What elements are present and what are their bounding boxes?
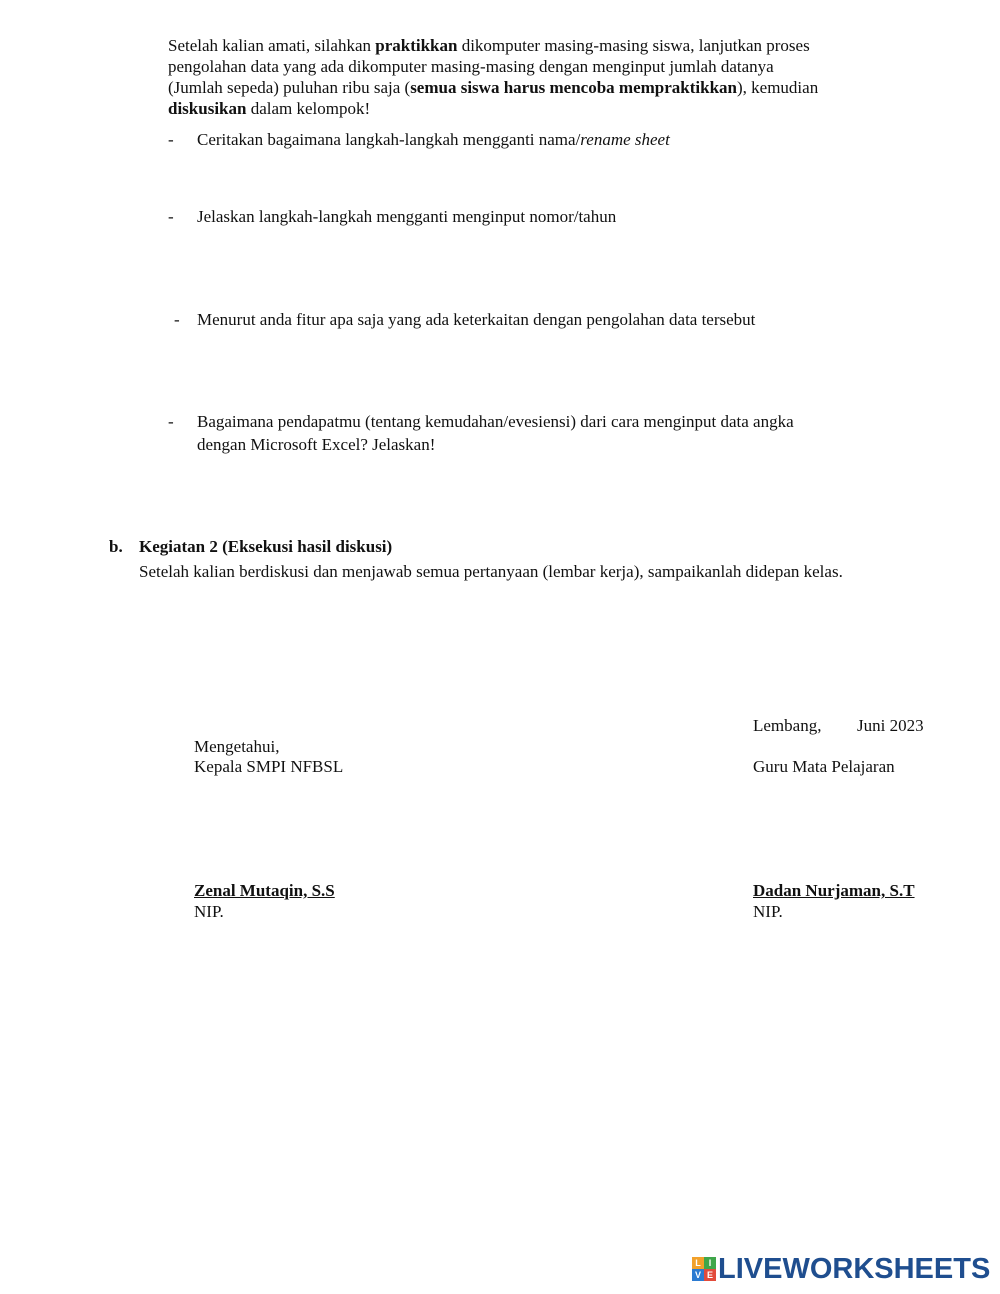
liveworksheets-logo bbox=[692, 1253, 990, 1285]
question-4-line-2: dengan Microsoft Excel? Jelaskan! bbox=[197, 435, 436, 454]
question-3-bullet: - bbox=[174, 310, 180, 329]
logo-letter-e: E bbox=[704, 1269, 716, 1281]
question-4-bullet: - bbox=[168, 412, 174, 431]
question-1: Ceritakan bagaimana langkah-langkah mengganti nama/rename sheet bbox=[197, 130, 670, 149]
question-1-italic: rename sheet bbox=[580, 130, 670, 149]
emphasis-praktikkan: praktikkan bbox=[375, 36, 458, 55]
left-signature-header-2: Kepala SMPI NFBSL bbox=[194, 757, 344, 776]
right-signatory-nip: NIP. bbox=[753, 902, 783, 921]
logo-letter-l: L bbox=[692, 1257, 704, 1269]
left-signatory-name: Zenal Mutaqin, S.S bbox=[194, 881, 335, 900]
signature-place: Lembang, bbox=[753, 716, 822, 735]
right-signatory-name: Dadan Nurjaman, S.T bbox=[753, 881, 915, 900]
logo-letter-v: V bbox=[692, 1269, 704, 1281]
emphasis-all-students: semua siswa harus mencoba mempraktikkan bbox=[410, 78, 737, 97]
liveworksheets-logo-text: LIVEWORKSHEETS bbox=[718, 1252, 991, 1285]
intro-line-4: diskusikan dalam kelompok! bbox=[168, 99, 371, 118]
question-3: Menurut anda fitur apa saja yang ada keterkaitan dengan pengolahan data tersebut bbox=[197, 310, 756, 329]
section-b-body: Setelah kalian berdiskusi dan menjawab semua pertanyaan (lembar kerja), sampaikanlah didepan kelas. bbox=[139, 562, 843, 581]
question-4-line-1: Bagaimana pendapatmu (tentang kemudahan/evesiensi) dari cara menginput data angka bbox=[197, 412, 794, 431]
logo-letter-i: I bbox=[704, 1257, 716, 1269]
question-1-bullet: - bbox=[168, 130, 174, 149]
left-signatory-nip: NIP. bbox=[194, 902, 224, 921]
intro-line-1: Setelah kalian amati, silahkan praktikkan dikomputer masing-masing siswa, lanjutkan proses bbox=[168, 36, 810, 55]
intro-paragraph bbox=[168, 35, 928, 119]
right-signature-header: Guru Mata Pelajaran bbox=[753, 757, 895, 776]
section-b-title: Kegiatan 2 (Eksekusi hasil diskusi) bbox=[139, 537, 393, 556]
left-signature-header-1: Mengetahui, bbox=[194, 737, 280, 756]
question-2-bullet: - bbox=[168, 207, 174, 226]
liveworksheets-logo-icon bbox=[692, 1257, 716, 1281]
intro-line-3: (Jumlah sepeda) puluhan ribu saja (semua siswa harus mencoba mempraktikkan), kemudian bbox=[168, 78, 819, 97]
section-b-marker: b. bbox=[109, 537, 123, 556]
signature-date: Juni 2023 bbox=[857, 716, 924, 735]
intro-line-2: pengolahan data yang ada dikomputer masing-masing dengan menginput jumlah datanya bbox=[168, 57, 774, 76]
emphasis-diskusikan: diskusikan bbox=[168, 99, 247, 118]
question-2: Jelaskan langkah-langkah mengganti menginput nomor/tahun bbox=[197, 207, 617, 226]
